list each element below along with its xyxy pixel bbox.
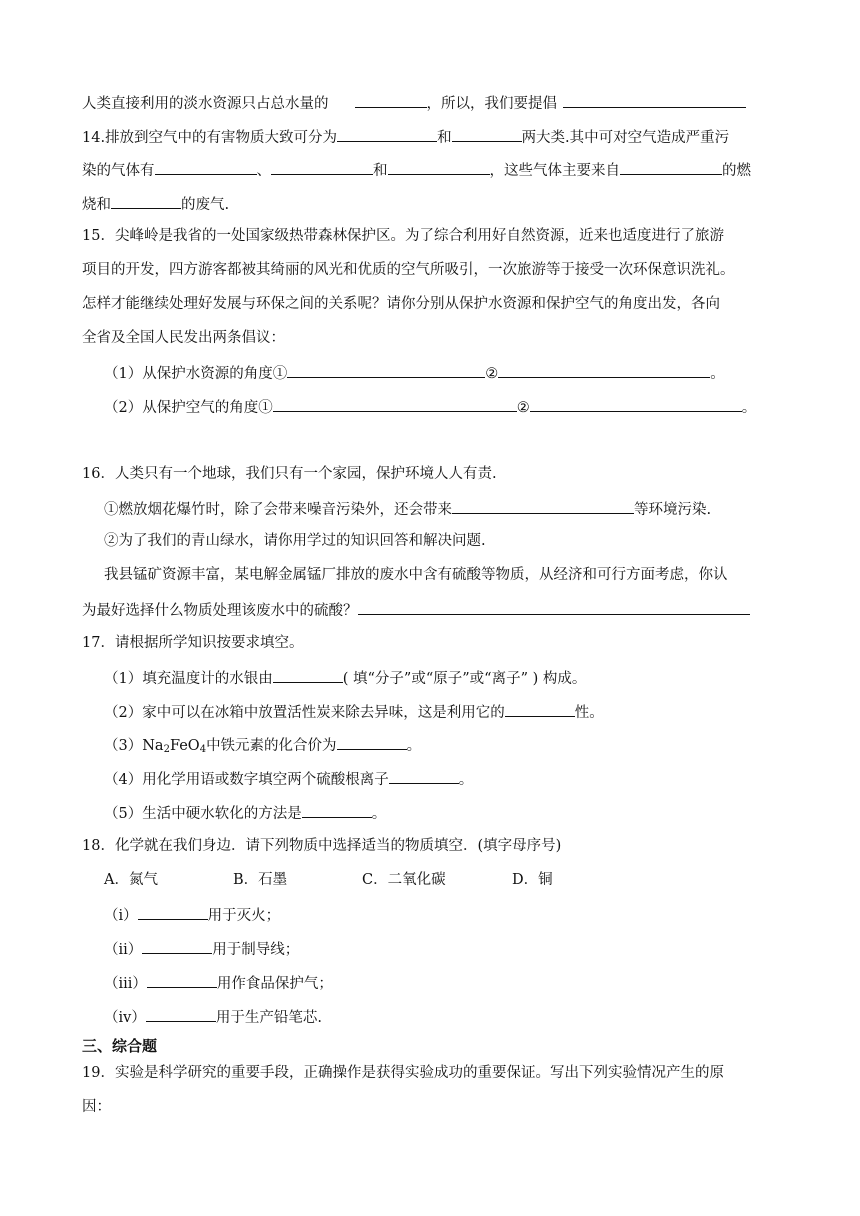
q17-text: FeO [169, 738, 200, 754]
q18-blank-ii[interactable] [142, 938, 212, 954]
q18-option-b: B．石墨 [233, 872, 288, 888]
q15-sub-1 [104, 362, 725, 384]
q15-sub-1-blank-1[interactable] [287, 362, 485, 378]
q16-text: 等环境污染. [634, 502, 712, 518]
q17-sub-3 [104, 734, 421, 760]
q15-sub-1-end: 。 [710, 366, 725, 382]
q17-line-1 [82, 633, 303, 653]
q19-number: 19． [82, 1065, 115, 1081]
q19-line-1 [82, 1063, 724, 1083]
q19-text: 因： [82, 1099, 111, 1115]
q16-number: 16． [82, 466, 115, 482]
q14-blank-7[interactable] [111, 193, 181, 209]
q15-sub-2 [104, 396, 756, 418]
q18-options [104, 870, 553, 890]
q18-item-iv [104, 1006, 322, 1028]
q14-text: ，这些气体主要来自 [489, 163, 620, 179]
q17-text: （2）家中可以在冰箱中放置活性炭来除去异味，这是利用它的 [104, 705, 505, 721]
q16-text: ①燃放烟花爆竹时，除了会带来噪音污染外，还会带来 [104, 502, 452, 518]
q17-number: 17． [82, 635, 115, 651]
q15-line-4 [82, 328, 285, 348]
q15-sub-1-blank-2[interactable] [498, 362, 710, 378]
q14-text: 两大类.其中可对空气造成严重污 [521, 130, 730, 146]
q18-blank-i[interactable] [138, 904, 208, 920]
q13-tail-line [82, 92, 746, 114]
q17-text: 。 [458, 772, 474, 788]
q14-text: 和 [373, 163, 388, 179]
q14-blank-4[interactable] [271, 159, 373, 175]
q18-item-label: （i） [104, 908, 138, 924]
q16-line-1 [82, 464, 497, 484]
q17-text: （1）填充温度计的水银由 [104, 671, 273, 687]
q18-item-text: 用作食品保护气； [216, 976, 333, 992]
q17-blank-1[interactable] [273, 667, 343, 683]
q17-subscript: 4 [199, 744, 207, 755]
q16-line-5 [82, 599, 750, 621]
q16-blank-1[interactable] [452, 498, 634, 514]
q18-line-1 [82, 836, 561, 856]
q16-blank-2[interactable] [358, 599, 750, 615]
q14-text: 的废气. [181, 197, 230, 213]
q17-text: 。 [406, 738, 422, 754]
q13-text-a: 人类直接利用的淡水资源只占总水量的 [82, 96, 329, 112]
q15-number: 15． [82, 228, 115, 244]
q15-line-2 [82, 260, 735, 280]
q18-item-label: （ii） [104, 942, 143, 958]
q18-item-text: 用于制导线； [212, 942, 300, 958]
q15-text: 尖峰岭是我省的一处国家级热带森林保护区。为了综合利用好自然资源，近来也适度进行了旅游 [114, 228, 724, 244]
q14-blank-2[interactable] [452, 126, 522, 142]
q17-sub-2 [104, 701, 604, 723]
q17-subscript: 2 [163, 744, 170, 755]
q17-blank-3[interactable] [337, 734, 407, 750]
q17-text: 。 [371, 806, 387, 822]
q18-item-text: 用于灭火； [207, 908, 281, 924]
q16-text: 为最好选择什么物质处理该废水中的硫酸？ [82, 603, 358, 619]
q15-sub-1-mark-2: ② [485, 366, 499, 382]
q16-text: 我县锰矿资源丰富，某电解金属锰厂排放的废水中含有硫酸等物质，从经济和可行方面考虑，你认 [104, 567, 728, 583]
q18-item-text: 用于生产铅笔芯. [215, 1010, 322, 1026]
q17-sub-5 [104, 802, 386, 824]
q17-sub-1 [104, 667, 586, 689]
q17-text: 性。 [574, 705, 604, 721]
q14-blank-3[interactable] [155, 159, 257, 175]
q13-text-b: ，所以，我们要提倡 [426, 96, 557, 112]
q15-text: 项目的开发，四方游客都被其绮丽的风光和优质的空气所吸引，一次旅游等于接受一次环保意识洗礼。 [82, 262, 735, 278]
q18-number: 18． [82, 838, 115, 854]
q18-option-c: C．二氧化碳 [362, 872, 446, 888]
q14-line-3 [82, 193, 229, 215]
q14-text: 、 [256, 163, 271, 179]
q16-item-1 [104, 498, 711, 520]
q18-blank-iv[interactable] [146, 1006, 216, 1022]
q17-text: 请根据所学知识按要求填空。 [114, 635, 304, 651]
q15-sub-2-end: 。 [741, 400, 757, 416]
q17-blank-2[interactable] [505, 701, 575, 717]
q17-blank-4[interactable] [389, 768, 459, 784]
q18-item-i [104, 904, 280, 926]
q17-text: ( 填“分子”或“原子”或“离子” ) 构成。 [342, 671, 587, 687]
q17-blank-5[interactable] [302, 802, 372, 818]
q18-item-ii [104, 938, 299, 960]
q14-blank-1[interactable] [337, 126, 437, 142]
q15-text: 全省及全国人民发出两条倡议： [82, 330, 285, 346]
q14-text: 和 [437, 130, 452, 146]
q14-text: 排放到空气中的有害物质大致可分为 [105, 130, 338, 146]
q16-text: ②为了我们的青山绿水，请你用学过的知识回答和解决问题. [104, 533, 486, 549]
q18-option-a: A．氮气 [104, 872, 158, 888]
q15-sub-2-label: （2）从保护空气的角度① [104, 400, 273, 416]
q19-text: 实验是科学研究的重要手段，正确操作是获得实验成功的重要保证。写出下列实验情况产生的原 [114, 1065, 724, 1081]
q16-line-4 [104, 565, 728, 585]
q15-text: 怎样才能继续处理好发展与环保之间的关系呢？请你分别从保护水资源和保护空气的角度出发，各向 [82, 296, 720, 312]
q16-item-2 [104, 531, 486, 551]
q15-sub-2-blank-1[interactable] [273, 396, 517, 412]
q15-line-1 [82, 226, 724, 246]
q19-line-2 [82, 1097, 111, 1117]
q17-text: 中铁元素的化合价为 [206, 738, 337, 754]
q14-text: 烧和 [82, 197, 111, 213]
q18-item-label: （iii） [104, 976, 147, 992]
q14-number: 14. [82, 130, 106, 146]
q14-blank-5[interactable] [388, 159, 490, 175]
q18-item-iii [104, 972, 333, 994]
q18-option-d: D．铜 [512, 872, 553, 888]
section-title: 三、综合题 [82, 1037, 158, 1055]
q16-text: 人类只有一个地球，我们只有一个家园，保护环境人人有责. [114, 466, 497, 482]
q15-sub-2-mark-2: ② [516, 400, 530, 416]
q15-sub-1-label: （1）从保护水资源的角度① [104, 366, 288, 382]
q13-blank-1[interactable] [355, 92, 427, 108]
q18-blank-iii[interactable] [147, 972, 217, 988]
q14-text: 染的气体有 [82, 163, 155, 179]
q17-text: （3）Na [104, 738, 164, 754]
q14-line-2 [82, 159, 751, 181]
q18-text: 化学就在我们身边．请下列物质中选择适当的物质填空．(填字母序号) [114, 838, 562, 854]
q17-text: （4）用化学用语或数字填空两个硫酸根离子 [104, 772, 389, 788]
q14-text: 的燃 [722, 163, 751, 179]
q14-blank-6[interactable] [620, 159, 722, 175]
q18-item-label: （iv） [104, 1010, 146, 1026]
q14-line-1 [82, 126, 729, 148]
q17-sub-4 [104, 768, 473, 790]
q15-line-3 [82, 294, 720, 314]
q17-text: （5）生活中硬水软化的方法是 [104, 806, 302, 822]
q13-blank-2[interactable] [563, 92, 746, 108]
q15-sub-2-blank-2[interactable] [530, 396, 742, 412]
